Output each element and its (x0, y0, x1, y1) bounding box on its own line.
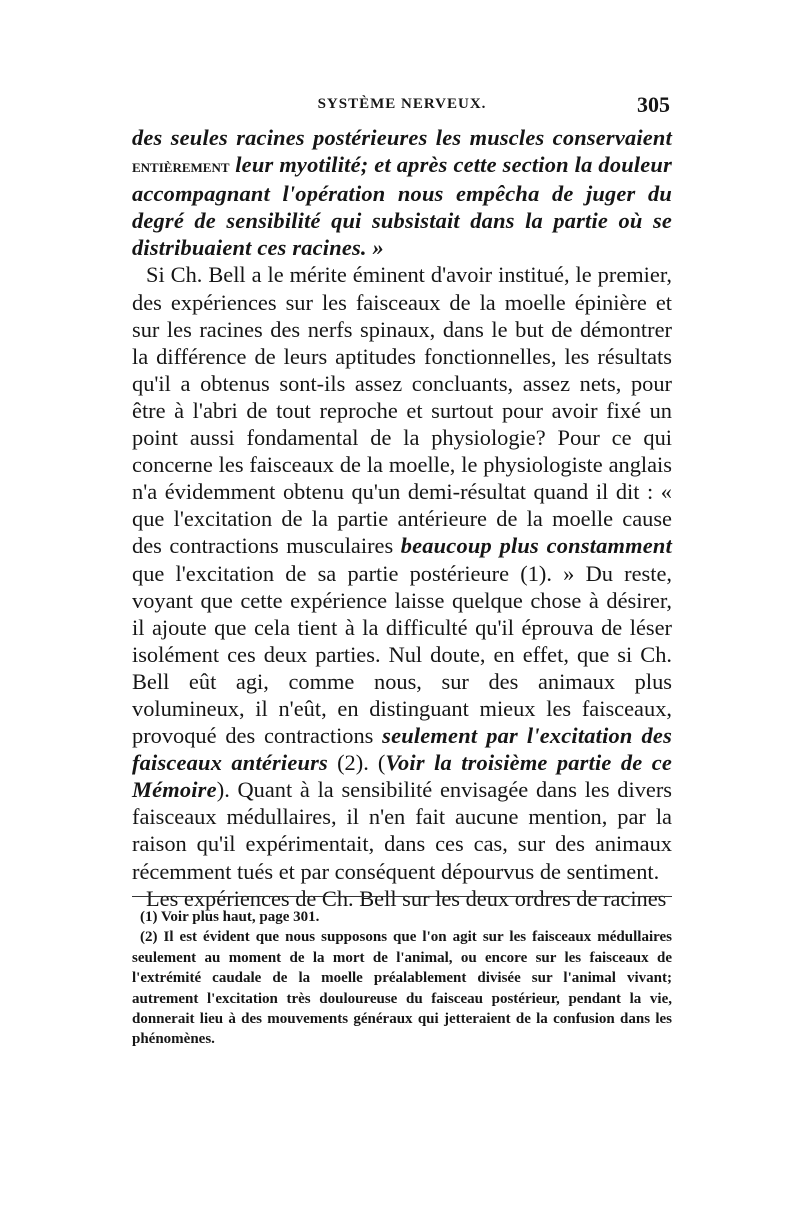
italic-text: Voir la troisième partie de ce Mémoire (132, 750, 672, 803)
text-run: que l'excitation de sa partie postérieure (1). » Du reste, voyant que cette expérience laisse quelque chose à désirer, il ajoute que cela tient à la difficulté qu'il éprouva de léser isolément ces deux parties. Nul doute, en effet, que si Ch. Bell eût agi, comme nous, sur des animaux plus volumineux, il n'eût, en distinguant mieux les faisceaux, provoqué des contractions (132, 560, 672, 749)
italic-text: des seules racines postérieures les muscles conservaient (132, 125, 672, 150)
emphasis-text: entièrement (132, 156, 230, 178)
text-run: ). Quant à la sensibilité envisagée dans les divers faisceaux médullaires, il n'en fait aucune mention, par la raison qu'il expérimentait, dans ces cas, sur des animaux récemment tués et par conséquent dépourvus de sentiment. (132, 777, 672, 884)
text-run: Les expériences de Ch. Bell sur les deux ordres de racines (146, 885, 667, 911)
footnote-2: (2) Il est évident que nous supposons que l'on agit sur les faisceaux médullaires seulement au moment de la mort de l'animal, ou encore sur les faisceaux de l'extrémité caudale de la moelle préalablement divisée sur l'animal vivant; autrement l'excitation très douloureuse du faisceau postérieur, pendant la vie, donnerait lieu à des mouvements généraux qui jetteraient de la confusion dans les phénomènes. (132, 929, 672, 1048)
body-text (132, 124, 672, 912)
text-run: Si Ch. Bell a le mérite éminent d'avoir institué, le premier, des expériences sur les faisceaux de la moelle épinière et sur les racines des nerfs spinaux, dans le but de démontrer la différence de leurs aptitudes fonctionnelles, les résultats qu'il a obtenus sont-ils assez concluants, assez nets, pour être à l'abri de tout reproche et surtout pour avoir fixé un point aussi fondamental de la physiologie? Pour ce qui concerne les faisceaux de la moelle, le physiologiste anglais n'a évidemment obtenu qu'un demi-résultat quand il dit : « que l'excitation de la partie antérieure de la moelle cause des contractions musculaires (132, 262, 672, 559)
footnote-1: (1) Voir plus haut, page 301. (140, 909, 320, 925)
text-run: (2). ( (337, 750, 386, 776)
paragraph (132, 261, 672, 884)
footnote-divider (132, 896, 672, 897)
page-header (132, 92, 672, 122)
italic-text: beaucoup plus constamment (400, 533, 673, 559)
italic-text: leur myotilité; et après cette section la douleur accompagnant l'opération nous empêcha de juger du degré de sensibilité qui subsistait dans la partie où se distribuaient ces racines. » (132, 152, 672, 261)
footnotes (132, 907, 672, 1050)
italic-text: seulement par l'excitation des faisceaux antérieurs (132, 723, 672, 776)
running-title: SYSTÈME NERVEUX. (317, 96, 487, 112)
page-number: 305 (637, 92, 670, 117)
quote-continuation-paragraph (132, 124, 672, 261)
